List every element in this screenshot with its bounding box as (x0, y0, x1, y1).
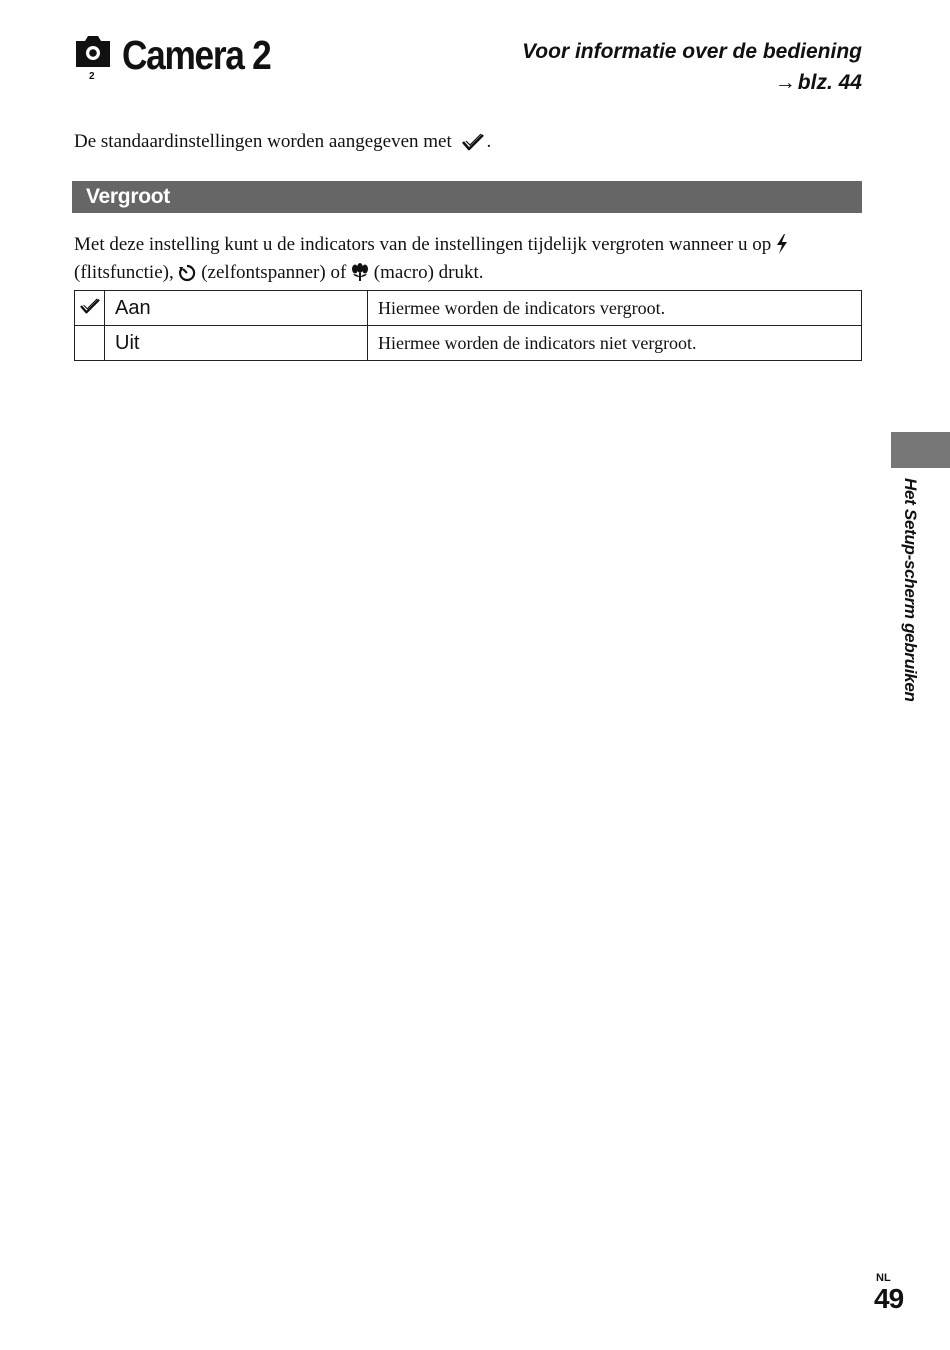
page-title: Camera 2 (122, 31, 271, 78)
flash-icon (776, 234, 788, 261)
description-text-1: Met deze instelling kunt u de indicators van de instellingen tijdelijk vergroten wanneer u op (74, 234, 772, 255)
option-name: Aan (105, 291, 368, 326)
language-code: NL (876, 1272, 891, 1284)
section-title-vergroot: Vergroot (72, 181, 862, 213)
reference-text: Voor informatie over de bediening (522, 40, 862, 63)
section-description (74, 233, 864, 289)
settings-table (74, 290, 862, 361)
macro-icon (351, 262, 369, 289)
option-description: Hiermee worden de indicators niet vergroot. (368, 326, 862, 361)
self-timer-icon (178, 264, 196, 289)
description-text-4: (macro) drukt. (373, 262, 484, 283)
option-name: Uit (105, 326, 368, 361)
table-row[interactable] (75, 326, 862, 361)
description-text-2: (flitsfunctie), (74, 262, 174, 283)
camera-icon-subscript: 2 (89, 71, 95, 82)
chapter-label: Het Setup-scherm gebruiken (901, 478, 920, 702)
description-text-3: (zelfontspanner) of (201, 262, 347, 283)
page-header (74, 30, 295, 80)
checkmark-icon (79, 302, 101, 319)
default-note (74, 131, 491, 158)
default-marker-cell (75, 291, 105, 326)
chapter-tab (891, 432, 950, 468)
default-note-text: De standaardinstellingen worden aangegeven met (74, 131, 452, 152)
reference-page: blz. 44 (797, 71, 862, 94)
page-number: 49 (874, 1283, 904, 1314)
checkmark-icon (461, 132, 485, 158)
default-note-end: . (486, 131, 492, 152)
camera-icon (74, 35, 112, 82)
page-reference (522, 36, 862, 98)
option-description: Hiermee worden de indicators vergroot. (368, 291, 862, 326)
arrow-right-icon: → (774, 71, 796, 94)
table-row[interactable] (75, 291, 862, 326)
default-marker-cell (75, 326, 105, 361)
reference-link[interactable] (522, 67, 862, 98)
